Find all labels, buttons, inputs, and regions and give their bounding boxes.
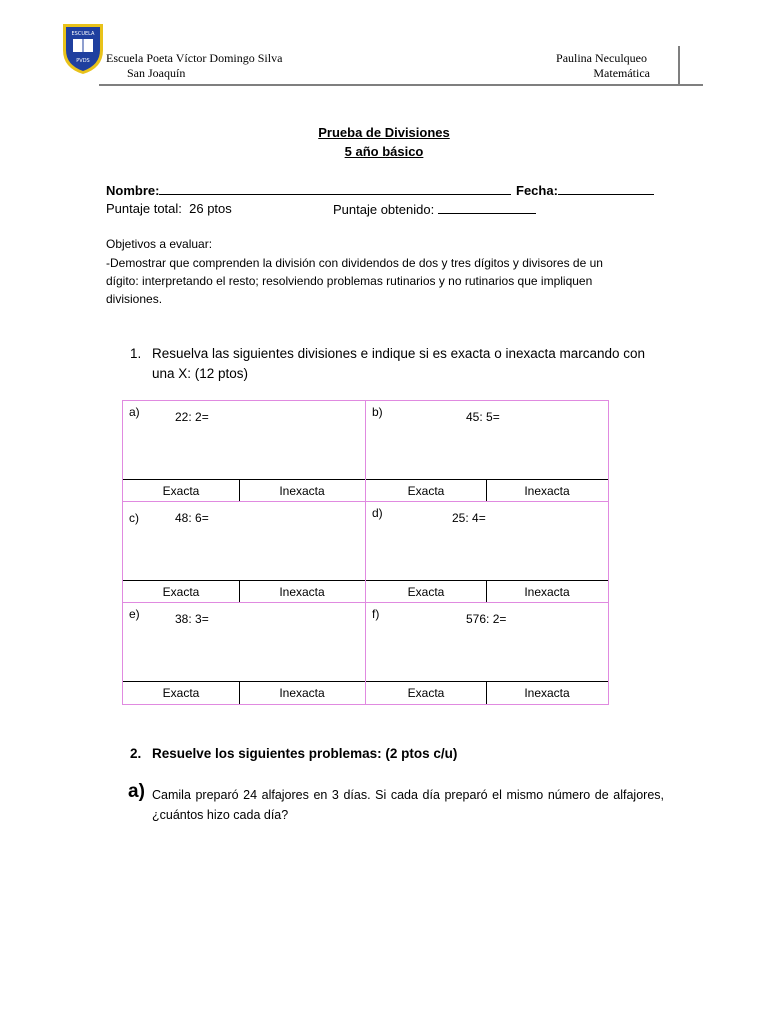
svg-text:PVDS: PVDS <box>76 58 90 64</box>
obtained-score-blank[interactable] <box>438 201 536 214</box>
subject-name: Matemática <box>593 66 650 80</box>
inexacta-option-d[interactable]: Inexacta <box>486 580 608 602</box>
option-divider <box>486 580 487 602</box>
name-field[interactable] <box>106 182 511 198</box>
exacta-option-d[interactable]: Exacta <box>366 580 486 602</box>
option-divider <box>239 681 240 704</box>
exacta-option-c[interactable]: Exacta <box>123 580 239 602</box>
exacta-option-e[interactable]: Exacta <box>123 681 239 703</box>
date-field[interactable] <box>516 182 654 198</box>
division-expression: 45: 5= <box>466 410 500 424</box>
division-expression: 22: 2= <box>175 410 209 424</box>
school-name: Escuela Poeta Víctor Domingo Silva <box>106 51 283 65</box>
inexacta-option-a[interactable]: Inexacta <box>239 479 365 501</box>
inexacta-option-c[interactable]: Inexacta <box>239 580 365 602</box>
header-divider <box>99 84 703 86</box>
item-label: f) <box>372 607 380 621</box>
problem-a-text: Camila preparó 24 alfajores en 3 días. Si cada día preparó el mismo número de alfajores, ¿cuántos hizo cada día? <box>152 788 664 822</box>
exacta-option-f[interactable]: Exacta <box>366 681 486 703</box>
inexacta-option-b[interactable]: Inexacta <box>486 479 608 501</box>
objectives-text: -Demostrar que comprenden la división con dividendos de dos y tres dígitos y divisores de un dígito: interpretando el resto; resolviendo problemas rutinarios y no rutinarios que impliquen divisiones. <box>106 256 603 306</box>
exacta-option-a[interactable]: Exacta <box>123 479 239 501</box>
option-divider <box>239 580 240 602</box>
total-score-value: 26 ptos <box>189 201 232 216</box>
question2-text: Resuelve los siguientes problemas: (2 ptos c/u) <box>152 746 458 761</box>
question1-text: Resuelva las siguientes divisiones e indique si es exacta o inexacta marcando con una X: (12 ptos) <box>152 346 646 381</box>
question2-number: 2. <box>130 746 142 761</box>
question1-number: 1. <box>130 346 142 361</box>
inexacta-option-e[interactable]: Inexacta <box>239 681 365 703</box>
option-divider <box>239 479 240 501</box>
school-commune: San Joaquín <box>127 66 186 80</box>
name-label: Nombre: <box>106 183 160 198</box>
division-expression: 48: 6= <box>175 511 209 525</box>
obtained-score-label: Puntaje obtenido: <box>333 202 435 217</box>
total-score-label: Puntaje total: <box>106 201 182 216</box>
test-title: Prueba de Divisiones <box>318 125 450 140</box>
name-blank[interactable] <box>159 182 511 195</box>
header-vertical-divider <box>678 46 680 86</box>
school-crest-logo <box>60 20 106 76</box>
division-expression: 38: 3= <box>175 612 209 626</box>
svg-text:ESCUELA: ESCUELA <box>71 31 95 37</box>
division-expression: 576: 2= <box>466 612 507 626</box>
option-divider <box>486 681 487 704</box>
exacta-option-b[interactable]: Exacta <box>366 479 486 501</box>
option-divider <box>486 479 487 501</box>
item-label: d) <box>372 506 383 520</box>
inexacta-option-f[interactable]: Inexacta <box>486 681 608 703</box>
obtained-score-field[interactable] <box>333 201 536 217</box>
problem-a-label: a) <box>128 781 145 802</box>
test-grade: 5 año básico <box>344 144 424 159</box>
item-label: b) <box>372 405 383 419</box>
total-score <box>106 201 232 216</box>
division-expression: 25: 4= <box>452 511 486 525</box>
item-label: e) <box>129 607 140 621</box>
teacher-name: Paulina Neculqueo <box>556 51 647 65</box>
date-blank[interactable] <box>558 182 654 195</box>
division-table <box>122 400 609 705</box>
date-label: Fecha: <box>516 183 558 198</box>
item-label: a) <box>129 405 140 419</box>
item-label: c) <box>129 511 139 525</box>
objectives-title: Objetivos a evaluar: <box>106 237 213 251</box>
